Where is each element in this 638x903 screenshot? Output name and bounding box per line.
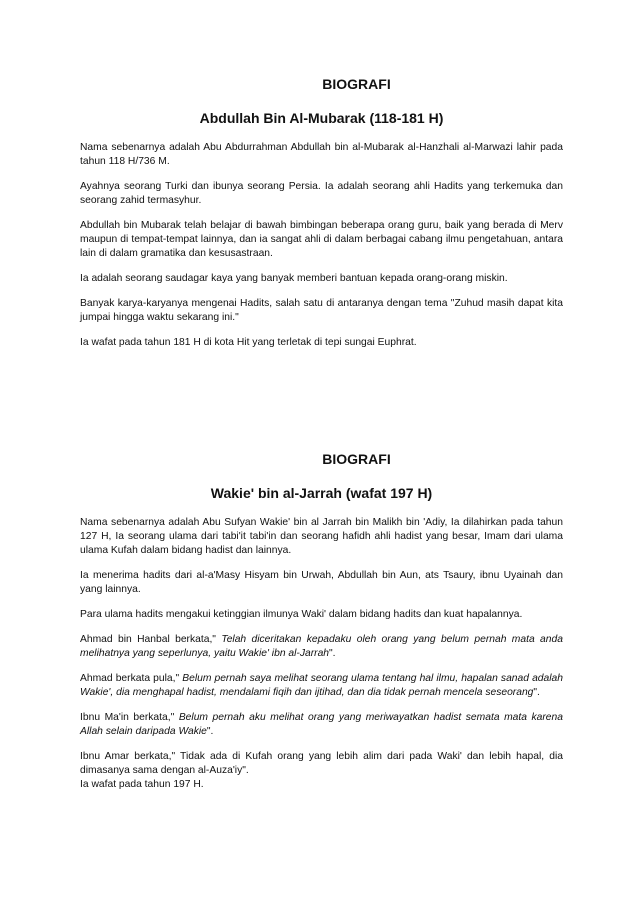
- quote-end: ".: [206, 726, 214, 737]
- paragraph: Banyak karya-karyanya mengenai Hadits, salah satu di antaranya dengan tema "Zuhud masih dapat kita jumpai hingga waktu sekarang ini.": [80, 298, 563, 323]
- paragraph: Ia wafat pada tahun 197 H.: [80, 779, 204, 790]
- paragraph: [80, 672, 563, 700]
- quote-text: Telah diceritakan kepadaku oleh orang yang belum pernah mata anda melihatnya yang seperlunya, yaitu Wakie' ibn al-Jarrah: [80, 634, 563, 659]
- section-heading: BIOGRAFI: [322, 451, 391, 467]
- biography-section-1: [80, 75, 563, 361]
- quote-intro: Ahmad berkata pula,": [80, 673, 180, 684]
- paragraph: Ayahnya seorang Turki dan ibunya seorang Persia. Ia adalah seorang ahli Hadits yang terkemuka dan seorang zahid termasyhur.: [80, 181, 563, 206]
- paragraph: Para ulama hadits mengakui ketinggian ilmunya Waki' dalam bidang hadits dan kuat hapalannya.: [80, 609, 523, 620]
- biography-title: Abdullah Bin Al-Mubarak (118-181 H): [199, 110, 444, 126]
- paragraph: Ibnu Amar berkata," Tidak ada di Kufah orang yang lebih alim dari pada Waki' dan lebih hapal, dia dimasanya sama dengan al-Auza'iy".: [80, 751, 563, 776]
- biography-title: Wakie' bin al-Jarrah (wafat 197 H): [210, 485, 433, 501]
- paragraph: Ia wafat pada tahun 181 H di kota Hit yang terletak di tepi sungai Euphrat.: [80, 337, 417, 348]
- paragraph: [80, 633, 563, 661]
- biography-section-2: [80, 450, 563, 803]
- section-heading: BIOGRAFI: [322, 76, 391, 92]
- quote-intro: Ibnu Ma'in berkata,": [80, 712, 175, 723]
- quote-text: Belum pernah aku melihat orang yang meriwayatkan hadist semata mata karena Allah selain daripada Wakie: [80, 712, 563, 737]
- paragraph: Ia menerima hadits dari al-a'Masy Hisyam bin Urwah, Abdullah bin Aun, ats Tsaury, ibnu Uyainah dan yang lainnya.: [80, 570, 563, 595]
- paragraph: Nama sebenarnya adalah Abu Sufyan Wakie' bin al Jarrah bin Malikh bin 'Adiy, Ia dilahirkan pada tahun 127 H, Ia seorang ulama dari tabi'it tabi'in dan seorang hafidh ahli hadist yang besar, Imam dari ulama ulama Kufah dalam bidang hadist dan lainnya.: [80, 517, 563, 556]
- quote-intro: Ahmad bin Hanbal berkata,": [80, 634, 216, 645]
- paragraph: Abdullah bin Mubarak telah belajar di bawah bimbingan beberapa orang guru, baik yang berada di Merv maupun di tempat-tempat lainnya, dan ia sangat ahli di dalam berbagai cabang ilmu pengetahuan, antara lain di dalam gramatika dan kesusastraan.: [80, 220, 563, 259]
- paragraph: [80, 711, 563, 739]
- quote-end: ".: [329, 648, 336, 659]
- quote-end: ".: [533, 687, 540, 698]
- paragraph: Nama sebenarnya adalah Abu Abdurrahman Abdullah bin al-Mubarak al-Hanzhali al-Marwazi lahir pada tahun 118 H/736 M.: [80, 142, 563, 167]
- quote-text: Belum pernah saya melihat seorang ulama tentang hal ilmu, hapalan sanad adalah Wakie', dia menghapal hadist, mendalami fiqih dan ijtihad, dan dia tidak pernah mencela seseorang: [80, 673, 563, 698]
- paragraph: Ia adalah seorang saudagar kaya yang banyak memberi bantuan kepada orang-orang miskin.: [80, 273, 508, 284]
